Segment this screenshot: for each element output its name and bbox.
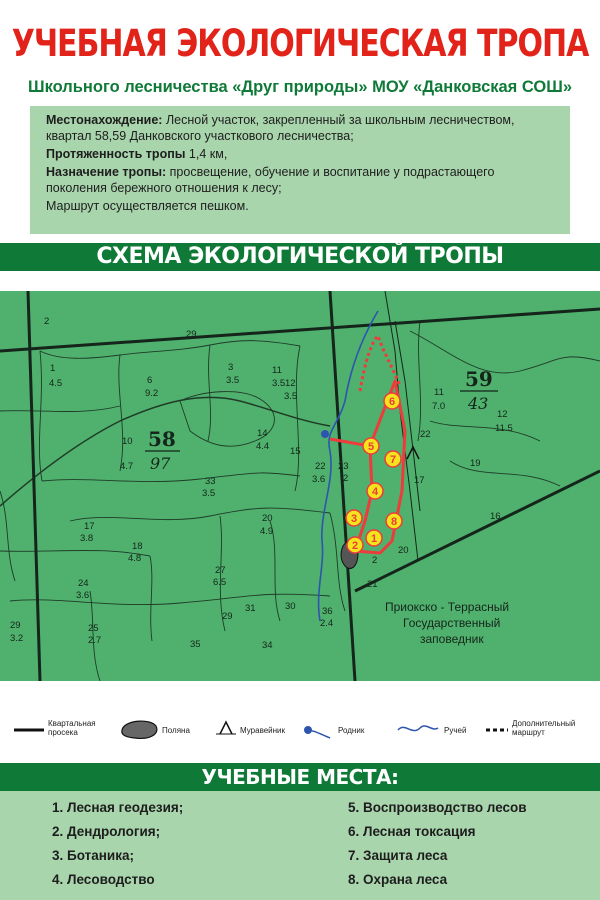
- legend-stream-label: Ручей: [444, 726, 467, 735]
- plot-number: 1: [50, 363, 56, 374]
- purpose-label: Назначение тропы:: [46, 165, 167, 179]
- page-subtitle: Школьного лесничества «Друг природы» МОУ «Данковская СОШ»: [27, 78, 572, 96]
- plot-number: 2.7: [88, 635, 102, 646]
- info-purpose: [46, 164, 554, 196]
- plot-number: 15: [290, 446, 301, 457]
- quarter-58-sub: 97: [150, 454, 171, 473]
- reserve-line-1: Приокско - Террасный: [385, 600, 510, 614]
- trail-map: [0, 291, 600, 681]
- legend-spring-label: Родник: [338, 726, 365, 735]
- plot-number: 30: [285, 601, 296, 612]
- trail-stop-number: 8: [390, 516, 398, 528]
- trail-stop-number: 3: [350, 513, 358, 525]
- plot-number: 18: [132, 541, 143, 552]
- plot-number: 22: [420, 429, 431, 440]
- legend-stream-symbol: [398, 726, 438, 731]
- place-item: 6. Лесная токсация: [348, 824, 476, 839]
- plot-number: 34: [262, 640, 273, 651]
- plot-number: 16: [490, 511, 501, 522]
- plot-number: 2.4: [320, 618, 334, 629]
- map-svg: [0, 291, 600, 681]
- plot-number: 31: [245, 603, 256, 614]
- plot-number: 6.5: [213, 577, 227, 588]
- location-text: Лесной участок, закрепленный за школьным лесничеством, квартал 58,59 Данковского участкового лесничества;: [46, 113, 515, 143]
- plot-number: 4.7: [120, 461, 134, 472]
- place-item: 1. Лесная геодезия;: [52, 800, 184, 815]
- learning-places-panel: [0, 791, 600, 900]
- plot-number: 4.5: [49, 378, 63, 389]
- quarter-59-sub: 43: [468, 394, 489, 413]
- plot-number: 21: [367, 579, 378, 590]
- plot-number: 11.5: [495, 423, 513, 434]
- place-item: 8. Охрана леса: [348, 872, 448, 887]
- plot-number: 24: [78, 578, 89, 589]
- trail-stop-number: 7: [389, 454, 397, 466]
- place-item: 3. Ботаника;: [52, 848, 134, 863]
- trail-stop-number: 2: [351, 540, 359, 552]
- plot-number: 29: [222, 611, 233, 622]
- info-location: [46, 112, 554, 144]
- plot-number: 20: [262, 513, 273, 524]
- plot-number: 29: [186, 329, 197, 340]
- plot-number: 2: [372, 555, 378, 566]
- length-text: 1,4 км,: [185, 147, 228, 161]
- plot-number: 27: [215, 565, 226, 576]
- trail-stop-number: 4: [371, 486, 379, 498]
- plot-number: 10: [122, 436, 133, 447]
- plot-number: 25: [88, 623, 99, 634]
- plot-number: 3.2: [10, 633, 24, 644]
- plot-number: 20: [398, 545, 409, 556]
- plot-number: 3.5: [202, 488, 216, 499]
- plot-number: 3.8: [80, 533, 94, 544]
- place-item: 7. Защита леса: [348, 848, 448, 863]
- page-title: УЧЕБНАЯ ЭКОЛОГИЧЕСКАЯ ТРОПА: [11, 22, 589, 66]
- legend-extra-route-label: Дополнительный маршрут: [512, 719, 576, 737]
- places-heading: УЧЕБНЫЕ МЕСТА:: [0, 763, 600, 791]
- place-item: 4. Лесоводство: [52, 872, 155, 887]
- plot-number: 3: [228, 362, 234, 373]
- trail-stop-number: 5: [367, 441, 375, 453]
- plot-number: 7.0: [432, 401, 446, 412]
- info-length: [46, 146, 554, 162]
- plot-number: 3.5: [272, 378, 286, 389]
- legend-glade-symbol: [122, 721, 157, 738]
- plot-number: 9.2: [145, 388, 159, 399]
- info-panel: [30, 106, 570, 234]
- scheme-heading: СХЕМА ЭКОЛОГИЧЕСКОЙ ТРОПЫ: [0, 243, 600, 271]
- spring-marker: [321, 430, 329, 438]
- quarter-58-label: 58: [148, 427, 176, 451]
- plot-number: 2: [44, 316, 50, 327]
- legend-anthill-symbol: [220, 722, 232, 734]
- reserve-line-3: заповедник: [420, 632, 484, 646]
- plot-number: 4.8: [128, 553, 142, 564]
- info-route: Маршрут осуществляется пешком.: [46, 199, 249, 213]
- trail-stop-number: 6: [388, 396, 396, 408]
- place-item: 5. Воспроизводство лесов: [348, 800, 527, 815]
- plot-number: 3.5: [284, 391, 298, 402]
- legend-boundary-label: Квартальная просека: [48, 719, 96, 737]
- plot-number: 3.5: [226, 375, 240, 386]
- legend-anthill-label: Муравейник: [240, 726, 286, 735]
- plot-number: 14: [257, 428, 268, 439]
- plot-number: 12: [285, 378, 296, 389]
- legend-glade-label: Поляна: [162, 726, 190, 735]
- plot-number: 11: [272, 365, 282, 376]
- plot-number: 22: [315, 461, 326, 472]
- plot-number: 4.4: [256, 441, 270, 452]
- plot-number: 12: [497, 409, 508, 420]
- plot-number: 29: [10, 620, 21, 631]
- location-label: Местонахождение:: [46, 113, 163, 127]
- plot-number: 6: [147, 375, 153, 386]
- plot-number: 23: [338, 461, 349, 472]
- place-item: 2. Дендрология;: [52, 824, 161, 839]
- plot-number: 33: [205, 476, 216, 487]
- plot-number: 35: [190, 639, 201, 650]
- plot-number: 36: [322, 606, 333, 617]
- plot-number: 3.6: [76, 590, 90, 601]
- plot-number: 11: [434, 387, 444, 398]
- plot-number: 17: [414, 475, 425, 486]
- plot-number: 19: [470, 458, 481, 469]
- length-label: Протяженность тропы: [46, 147, 186, 161]
- plot-number: 4.9: [260, 526, 274, 537]
- plot-number: 2: [343, 473, 349, 484]
- reserve-line-2: Государственный: [403, 616, 501, 630]
- trail-stop-number: 1: [370, 533, 378, 545]
- purpose-text: просвещение, обучение и воспитание у подрастающего поколения бережного отношения к лесу;: [46, 165, 495, 195]
- plot-number: 17: [84, 521, 95, 532]
- map-legend: [0, 708, 600, 752]
- plot-number: 3.6: [312, 474, 326, 485]
- quarter-59-label: 59: [465, 367, 493, 391]
